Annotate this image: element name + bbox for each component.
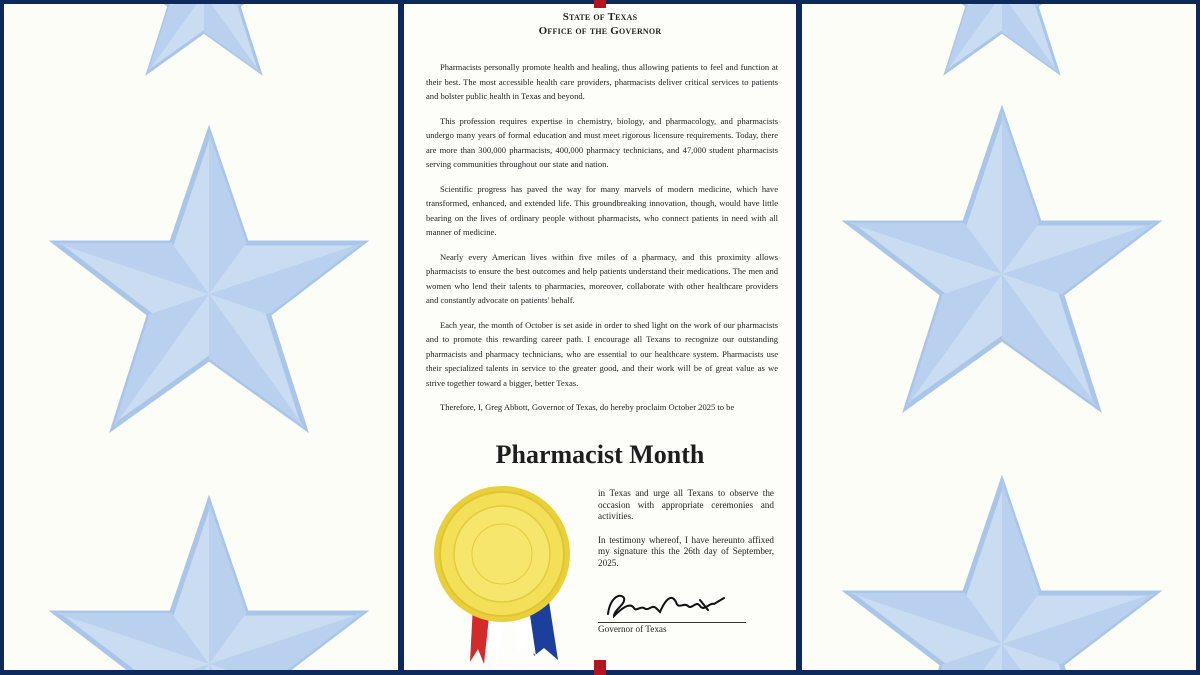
star-icon [34, 124, 384, 464]
closing-text [598, 488, 774, 581]
red-tab-bottom [594, 660, 606, 675]
left-decorative-panel [4, 4, 398, 670]
star-icon [34, 494, 384, 670]
proclamation-title: Pharmacist Month [495, 440, 705, 469]
body-paragraph: Pharmacists personally promote health and healing, thus allowing patients to feel and function at their best. The most accessible health care providers, pharmacists deliver critical services to patients and bolster public health in Texas and beyond. [426, 62, 778, 101]
star-icon [64, 4, 344, 94]
star-icon [827, 474, 1177, 670]
body-paragraph: Each year, the month of October is set aside in order to shed light on the work of our pharmacists and to promote this rewarding career path. I encourage all Texans to recognize our outstanding pharmacists and pharmacy technicians, who are essential to our healthcare system. Pharmacists use their specialized talents in service to the greater good, and their work will be of great value as we strive together toward a bigger, better Texas. [426, 319, 778, 388]
body-paragraph: This profession requires expertise in chemistry, biology, and pharmacology, and pharmacists undergo many years of formal education and must meet rigorous licensure requirements. Today, there are more than 300,000 pharmacists, 400,000 pharmacy technicians, and 47,000 student pharmacists serving communities throughout our state and nation. [426, 115, 778, 169]
closing-testimony: In testimony whereof, I have hereunto affixed my signature this the 26th day of September, 2025. [598, 534, 774, 568]
proclamation-body [426, 60, 778, 425]
header-state: State of Texas [562, 11, 638, 23]
red-tab-top [594, 0, 606, 8]
star-icon [827, 104, 1177, 444]
signature-line [598, 622, 746, 623]
star-icon [862, 4, 1142, 94]
body-paragraph: Nearly every American lives within five miles of a pharmacy, and this proximity allows pharmacists to ensure the best outcomes and help patients understand their medications. The men and women who lend their talents to pharmacies, moreover, collaborate with other healthcare providers and constantly advocate on patients' behalf. [426, 251, 778, 305]
closing-observe: in Texas and urge all Texans to observe the occasion with appropriate ceremonies and activities. [598, 488, 774, 521]
body-paragraph: Therefore, I, Greg Abbott, Governor of Texas, do hereby proclaim October 2025 to be [440, 402, 735, 412]
document-header [404, 10, 796, 38]
header-office: Office of the Governor [538, 25, 662, 37]
right-decorative-panel [802, 4, 1196, 670]
governor-signature [600, 588, 740, 624]
signer-title: Governor of Texas [598, 624, 667, 634]
body-paragraph: Scientific progress has paved the way for many marvels of modern medicine, which have transformed, enhanced, and extended life. This groundbreaking innovation, though, would have little bearing on the lives of ordinary people without pharmacists, who connect patients in need with all manner of medicine. [426, 183, 778, 237]
gold-seal-icon [434, 484, 584, 670]
proclamation-document [404, 4, 796, 670]
